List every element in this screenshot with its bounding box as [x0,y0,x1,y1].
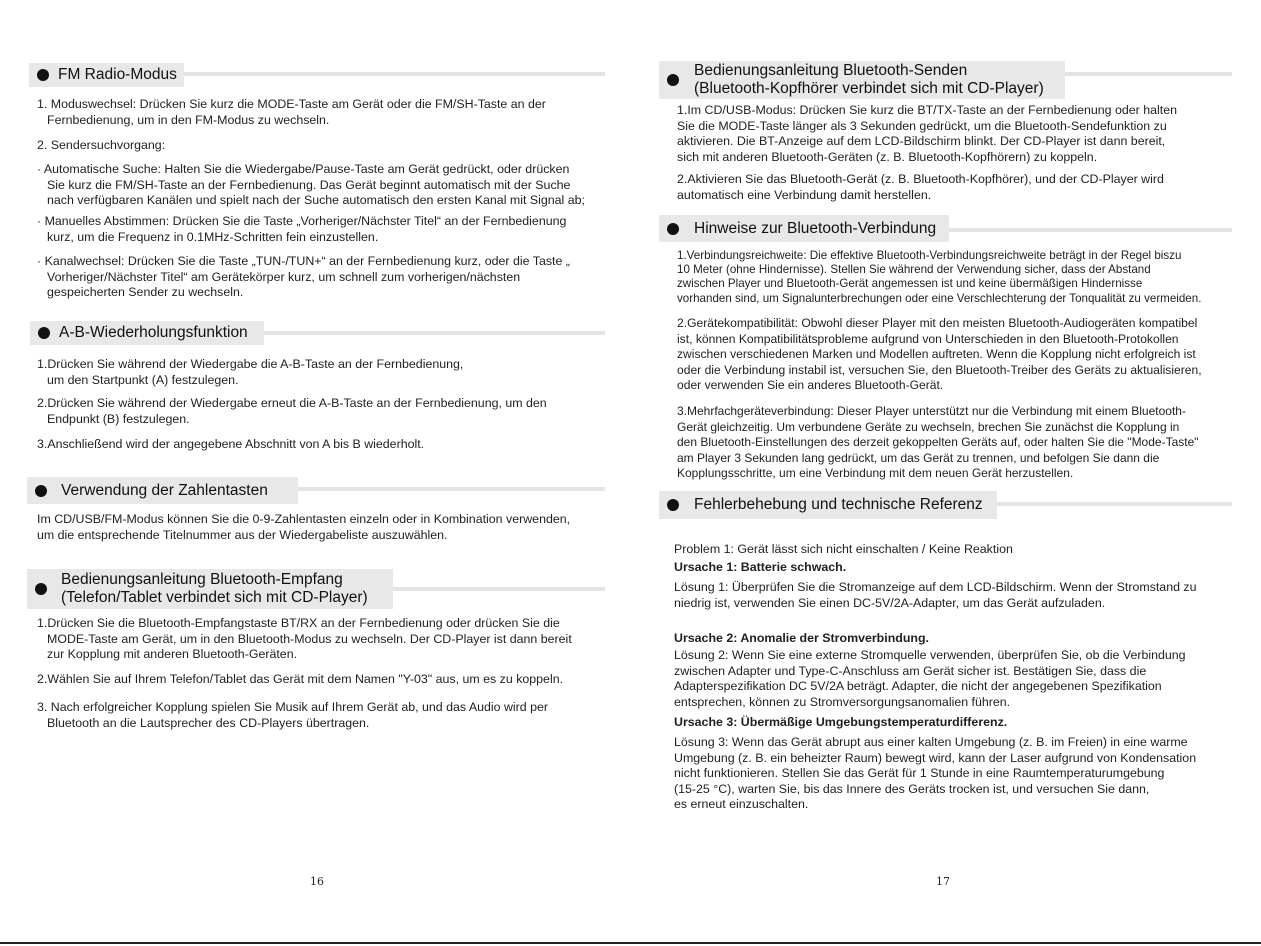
heading-rule [262,331,605,335]
numbers-paragraph [37,512,570,543]
bt-send-paragraph-1 [677,103,1177,165]
text-line: vorhanden sind, um Signalunterbrechungen oder eine Verschlechterung der Tonqualität zu vermeiden. [677,291,1202,305]
bt-receive-paragraph-3 [37,700,548,731]
right-page [630,0,1261,946]
text-line: 2. Sendersuchvorgang: [37,138,166,152]
heading-rule [948,228,1232,232]
text-line: Ursache 1: Batterie schwach. [674,560,847,574]
heading-title: Bedienungsanleitung Bluetooth-Senden [694,62,968,79]
bullet-icon [667,74,679,86]
text-line: · Automatische Suche: Halten Sie die Wiedergabe/Pause-Taste am Gerät gedrückt, oder drücken [37,162,570,176]
heading-rule [996,502,1232,506]
ab-paragraph-3 [37,437,424,453]
trouble-solution-2 [674,648,1186,710]
heading-rule [296,487,605,491]
text-line: 3.Anschließend wird der angegebene Abschnitt von A bis B wiederholt. [37,437,425,451]
bottom-rule [0,942,1261,944]
text-line: Problem 1: Gerät lässt sich nicht einschalten / Keine Reaktion [674,542,1013,556]
fm-paragraph-5 [37,254,570,301]
text-line: entsprechen, können zu Stromversorgungsanomalien führen. [674,694,1011,709]
text-line: ist, können Kompatibilitätsprobleme aufgrund von Unterschieden in den Bluetooth-Protokollen [677,331,1179,346]
text-line: 10 Meter (ohne Hindernisse). Stellen Sie während der Verwendung sicher, dass der Abstand [677,263,1151,277]
bt-receive-paragraph-1 [37,616,572,663]
trouble-solution-3 [674,735,1196,813]
bullet-icon [667,499,679,511]
text-line: zwischen Player und Bluetooth-Gerät angemessen ist und keine übermäßigen Hindernisse [677,277,1143,291]
section-heading-troubleshooting [659,491,997,519]
text-line: 2.Wählen Sie auf Ihrem Telefon/Tablet das Gerät mit dem Namen "Y-03" aus, um es zu koppeln. [37,672,564,686]
heading-rule [180,72,605,76]
fm-paragraph-1 [37,97,546,128]
text-line: Kopplungsschritte, um eine Verbindung mit dem neuen Gerät herzustellen. [677,466,1074,480]
heading-title: A-B-Wiederholungsfunktion [59,324,248,341]
left-page [0,0,630,946]
fm-paragraph-2 [37,138,165,154]
trouble-problem [674,542,1013,558]
page-number: 17 [936,875,950,888]
hints-paragraph-3 [677,404,1199,482]
text-line: Lösung 1: Überprüfen Sie die Stromanzeige auf dem LCD-Bildschirm. Wenn der Stromstand zu [674,580,1197,594]
section-heading-bt-hints [659,215,949,242]
section-heading-fm [29,63,184,87]
text-line: zwischen Adapter und Type-C-Anschluss am Gerät sicher ist. Bestätigen Sie, dass die [674,663,1147,678]
heading-title: Hinweise zur Bluetooth-Verbindung [694,219,937,237]
text-line: 1.Verbindungsreichweite: Die effektive Bluetooth-Verbindungsreichweite beträgt in der Regel biszu [677,249,1182,262]
trouble-solution-1 [674,580,1197,611]
text-line: Fernbedienung, um in den FM-Modus zu wechseln. [47,112,330,127]
trouble-cause-1 [674,560,846,576]
text-line: 2.Aktivieren Sie das Bluetooth-Gerät (z. B. Bluetooth-Kopfhörer), und der CD-Player wird [677,172,1164,186]
text-line: um den Startpunkt (A) festzulegen. [47,372,239,387]
text-line: Vorheriger/Nächster Titel“ am Gerätekörper kurz, um schnell zum vorherigen/nächsten [47,269,521,284]
text-line: oder die Verbindung instabil ist, versuchen Sie, den Bluetooth-Treiber des Geräts zu aktualisieren, [677,362,1202,377]
text-line: Lösung 2: Wenn Sie eine externe Stromquelle verwenden, überprüfen Sie, ob die Verbindung [674,648,1186,662]
text-line: automatisch eine Verbindung damit herstellen. [677,187,932,202]
text-line: · Kanalwechsel: Drücken Sie die Taste „TUN-/TUN+“ an der Fernbedienung kurz, oder die Taste „ [37,254,570,268]
ab-paragraph-1 [37,357,463,388]
bt-send-paragraph-2 [677,172,1164,203]
text-line: am Player 3 Sekunden lang gedrückt, um das Gerät zu trennen, und befolgen Sie dann die [677,450,1160,465]
text-line: MODE-Taste am Gerät, um in den Bluetooth-Modus zu wechseln. Der CD-Player ist dann bereit [47,631,572,646]
text-line: 1.Im CD/USB-Modus: Drücken Sie kurz die BT/TX-Taste an der Fernbedienung oder halten [677,103,1177,117]
section-heading-bt-send [659,61,1065,99]
heading-title: Bedienungsanleitung Bluetooth-Empfang [61,571,343,588]
heading-title: Fehlerbehebung und technische Referenz [694,496,983,513]
heading-title-group [694,62,1044,98]
text-line: Ursache 2: Anomalie der Stromverbindung. [674,631,929,645]
bullet-icon [667,223,679,235]
text-line: nicht funktionieren. Stellen Sie das Gerät für 1 Stunde in eine Raumtemperaturumgebung [674,766,1165,780]
heading-subtitle: (Bluetooth-Kopfhörer verbindet sich mit CD-Player) [694,80,1044,97]
text-line: 1. Moduswechsel: Drücken Sie kurz die MODE-Taste am Gerät oder die FM/SH-Taste an der [37,97,546,111]
text-line: nach verfügbaren Kanälen und spielt nach der Suche automatisch den ersten Kanal mit Signal ab; [47,193,585,207]
text-line: 2.Gerätekompatibilität: Obwohl dieser Player mit den meisten Bluetooth-Audiogeräten kompatibel [677,316,1198,330]
text-line: 3.Mehrfachgeräteverbindung: Dieser Player unterstützt nur die Verbindung mit einem Bluetooth- [677,404,1186,418]
text-line: Lösung 3: Wenn das Gerät abrupt aus einer kalten Umgebung (z. B. im Freien) in eine warme [674,735,1188,749]
bullet-icon [35,583,47,595]
text-line: 3. Nach erfolgreicher Kopplung spielen Sie Musik auf Ihrem Gerät ab, und das Audio wird per [37,700,549,714]
section-heading-bt-receive [27,569,393,609]
section-heading-numbers [27,477,298,504]
fm-paragraph-4 [37,214,566,245]
bullet-icon [37,69,49,81]
text-line: Im CD/USB/FM-Modus können Sie die 0-9-Zahlentasten einzeln oder in Kombination verwenden, [37,512,571,526]
text-line: 1.Drücken Sie die Bluetooth-Empfangstaste BT/RX an der Fernbedienung oder drücken Sie die [37,616,560,630]
text-line: · Manuelles Abstimmen: Drücken Sie die Taste „Vorheriger/Nächster Titel“ an der Fernbedienung [37,214,567,228]
text-line: niedrig ist, verwenden Sie einen DC-5V/2A-Adapter, um das Gerät aufzuladen. [674,595,1106,610]
text-line: es erneut einzuschalten. [674,797,809,811]
text-line: 2.Drücken Sie während der Wiedergabe erneut die A-B-Taste an der Fernbedienung, um den [37,396,547,410]
heading-title-group [61,571,368,607]
bullet-icon [35,485,47,497]
heading-rule [1064,72,1232,76]
fm-paragraph-3 [37,162,585,209]
text-line: Ursache 3: Übermäßige Umgebungstemperaturdifferenz. [674,715,1008,729]
text-line: den Bluetooth-Einstellungen des derzeit gekoppelten Geräts auf, oder halten Sie die "Mode-Taste" [677,435,1199,449]
section-heading-ab [30,321,264,345]
text-line: oder verwenden Sie ein anderes Bluetooth-Gerät. [677,378,944,392]
heading-rule [392,587,605,591]
hints-paragraph-1 [677,249,1201,306]
text-line: um die entsprechende Titelnummer aus der Wiedergabeliste auszuwählen. [37,527,448,542]
bt-receive-paragraph-2 [37,672,563,688]
trouble-cause-2 [674,631,929,647]
text-line: aktivieren. Die BT-Anzeige auf dem LCD-Bildschirm blinkt. Der CD-Player ist dann bereit, [677,134,1166,148]
hints-paragraph-2 [677,316,1202,394]
text-line: Sie die MODE-Taste länger als 3 Sekunden gedrückt, um die Bluetooth-Sendefunktion zu [677,118,1167,133]
text-line: zwischen verschiedenen Marken und Modellen auftreten. Wenn die Kopplung nicht erfolgreich ist [677,347,1196,361]
text-line: gespeicherten Sender zu wechseln. [47,285,244,299]
text-line: Umgebung (z. B. ein beheizter Raum) bewegt wird, kann der Laser aufgrund von Kondensation [674,750,1197,765]
trouble-cause-3 [674,715,1007,731]
heading-title: FM Radio-Modus [58,66,177,83]
page-number: 16 [310,875,324,888]
heading-subtitle: (Telefon/Tablet verbindet sich mit CD-Player) [61,589,368,606]
heading-title: Verwendung der Zahlentasten [61,481,268,499]
text-line: sich mit anderen Bluetooth-Geräten (z. B. Bluetooth-Kopfhörern) zu koppeln. [677,149,1098,164]
text-line: Endpunkt (B) festzulegen. [47,411,190,426]
text-line: Bluetooth an die Lautsprecher des CD-Players übertragen. [47,715,370,730]
text-line: (15-25 °C), warten Sie, bis das Innere des Geräts trocken ist, und versuchen Sie dann, [674,781,1150,796]
text-line: Gerät gleichzeitig. Um verbundene Geräte zu wechseln, brechen Sie zunächst die Kopplung in [677,419,1180,434]
text-line: 1.Drücken Sie während der Wiedergabe die A-B-Taste an der Fernbedienung, [37,357,464,371]
text-line: kurz, um die Frequenz in 0.1MHz-Schritten fein einzustellen. [47,229,379,244]
text-line: Adapterspezifikation DC 5V/2A beträgt. Adapter, die nicht der angegebenen Spezifikation [674,679,1162,693]
bullet-icon [38,327,50,339]
ab-paragraph-2 [37,396,547,427]
text-line: Sie kurz die FM/SH-Taste an der Fernbedienung. Das Gerät beginnt automatisch mit der Suche [47,177,571,192]
text-line: zur Kopplung mit anderen Bluetooth-Geräten. [47,647,298,661]
